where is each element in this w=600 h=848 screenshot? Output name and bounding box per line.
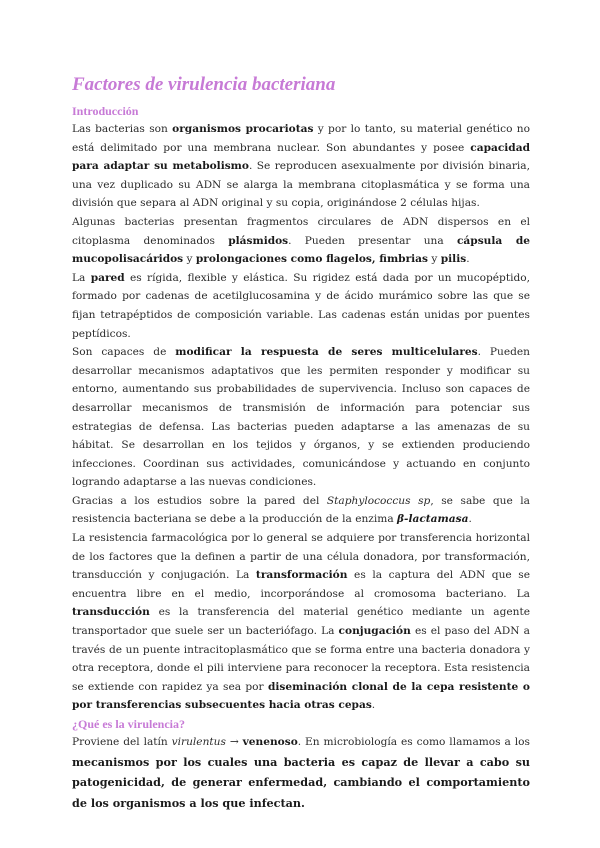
document-title: Factores de virulencia bacteriana [72,74,336,95]
paragraph-2: Algunas bacterias presentan fragmentos circulares de ADN dispersos en el citoplasma denominados plásmidos. Pueden presentar una cápsula de mucopolisacáridos y prolongaciones como flagelos, fimbrias y pilis. [72,215,530,266]
section-heading-introduccion: Introducción [72,104,139,118]
paragraph-4: Son capaces de modificar la respuesta de seres multicelulares. Pueden desarrollar mecanismos adaptativos que les permiten responder y modificar su entorno, aumentando sus probabilidades de supervivencia. Incluso son capaces de desarrollar mecanismos de transmisión de información para potenciar sus estrategias de defensa. Las bacterias pueden adaptarse a las amenazas de su hábitat. Se desarrollan en los tejidos y órganos, y se extienden produciendo infecciones. Coordinan sus actividades, comunicándose y actuando en conjunto logrando adaptarse a las nuevas condiciones. [72,346,530,489]
arrow-icon: → [225,736,243,748]
paragraph-3: La pared es rígida, flexible y elástica. Su rigidez está dada por un mucopéptido, formado por cadenas de acetilglucosamina y de ácido murámico sobre las que se fijan tetrapéptidos de composición variable. Las cadenas están unidas por puentes peptídicos. [72,271,531,340]
document-page [72,64,530,813]
paragraph-7: Proviene del latín virulentus → venenoso. En microbiología es como llamamos a los mecanismos por los cuales una bacteria es capaz de llevar a cabo su patogenicidad, de generar enfermedad, cambiando el comportamiento de los organismos a los que infectan. [72,736,530,810]
paragraph-5: Gracias a los estudios sobre la pared del Staphylococcus sp, se sabe que la resistencia bacteriana se debe a la producción de la enzima β-lactamasa. [72,494,530,526]
paragraph-6: La resistencia farmacológica por lo general se adquiere por transferencia horizontal de los factores que la definen a partir de una célula donadora, por transformación, transducción y conjugación. La transformación es la captura del ADN que se encuentra libre en el medio, incorporándose al cromosoma bacteriano. La transducción es la transferencia del material genético mediante un agente transportador que suele ser un bacteriófago. La conjugación es el paso del ADN a través de un puente intracitoplasmático que se forma entre una bacteria donadora y otra receptora, donde el pili interviene para reconocer la receptora. Esta resistencia se extiende con rapidez ya sea por diseminación clonal de la cepa resistente o por transferencias subsecuentes hacia otras cepas. [72,532,530,712]
section-heading-virulencia: ¿Qué es la virulencia? [72,717,185,731]
paragraph-1: Las bacterias son organismos procariotas y por lo tanto, su material genético no está delimitado por una membrana nuclear. Son abundantes y posee capacidad para adaptar su metabolismo. Se reproducen asexualmente por división binaria, una vez duplicado su ADN se alarga la membrana citoplasmática y se forma una división que separa al ADN original y su copia, originándose 2 células hijas. [72,123,530,210]
